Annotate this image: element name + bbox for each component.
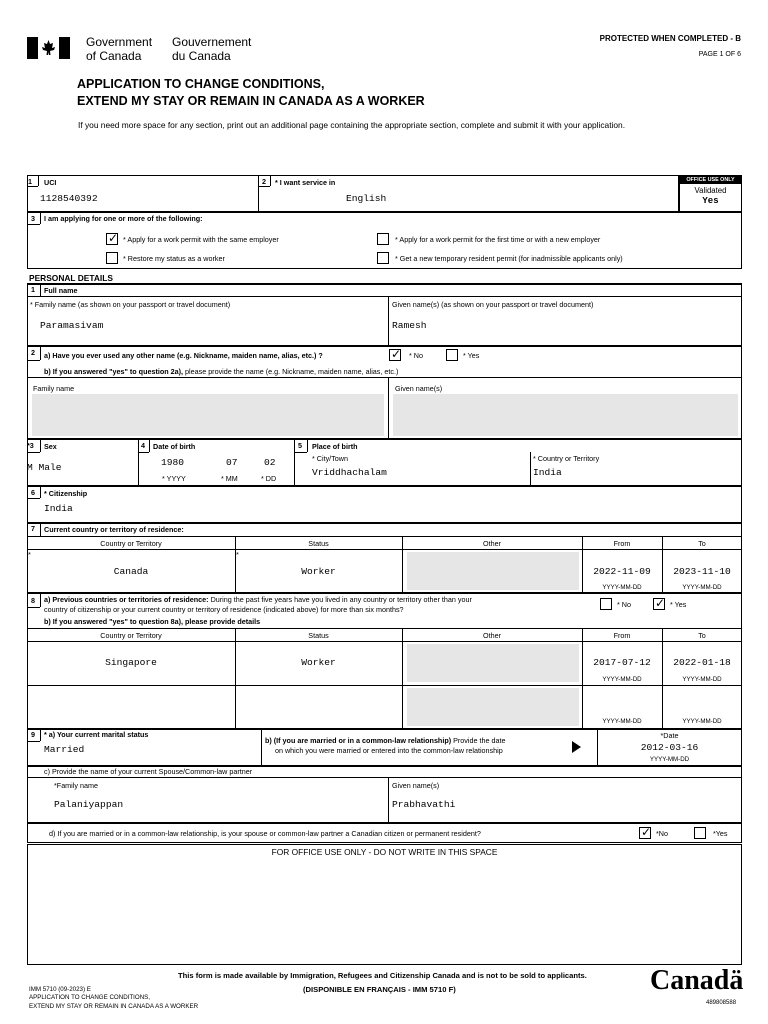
pd8-number: 8 xyxy=(31,596,35,605)
r8-col-from: From xyxy=(613,631,631,640)
marriage-date-label: *Date xyxy=(660,731,679,740)
citizenship-field[interactable]: India xyxy=(44,503,73,514)
pd5-number: 5 xyxy=(298,441,302,450)
dob-day-field[interactable]: 02 xyxy=(264,457,276,468)
other-family-name-field[interactable] xyxy=(32,394,384,436)
current-residence-label: Current country or territory of residence: xyxy=(44,525,184,534)
other-family-name-label: Family name xyxy=(33,384,75,393)
full-name-label: Full name xyxy=(44,286,78,295)
other-name-no-label: * No xyxy=(409,351,423,360)
pd6-number: 6 xyxy=(31,488,35,497)
r7-country-required: * xyxy=(28,550,31,559)
q1-number: 1 xyxy=(28,177,32,186)
r8b-from-format: YYYY-MM-DD xyxy=(602,718,642,725)
service-language-field[interactable]: English xyxy=(346,193,387,204)
restore-status-checkbox[interactable] xyxy=(106,252,118,264)
work-permit-same-employer-label: * Apply for a work permit with the same employer xyxy=(123,235,279,244)
canada-flag-icon xyxy=(27,37,70,59)
city-field[interactable]: Vriddhachalam xyxy=(312,467,387,478)
q2-number: 2 xyxy=(262,177,266,186)
dob-month-field[interactable]: 07 xyxy=(226,457,238,468)
pd2-number: 2 xyxy=(31,348,35,357)
dob-dd-hint: * DD xyxy=(261,474,277,483)
r7-from-field[interactable]: 2022-11-09 xyxy=(593,566,651,577)
r7-col-from: From xyxy=(613,539,631,548)
r7-to-format: YYYY-MM-DD xyxy=(682,584,722,591)
other-name-yes-checkbox[interactable] xyxy=(446,349,458,361)
r7-status-field[interactable]: Worker xyxy=(301,566,336,577)
dob-label: Date of birth xyxy=(153,442,196,451)
r8-from-format: YYYY-MM-DD xyxy=(602,676,642,683)
instructions: If you need more space for any section, print out an additional page containing the appropriate section, complete and submit it with your application. xyxy=(78,120,626,130)
country-of-birth-field[interactable]: India xyxy=(533,467,562,478)
pob-label: Place of birth xyxy=(312,442,358,451)
temporary-resident-permit-checkbox[interactable] xyxy=(377,252,389,264)
r7-col-other: Other xyxy=(483,539,501,548)
family-name-label: * Family name (as shown on your passport or travel document) xyxy=(30,300,231,309)
footer-form-code: IMM 5710 (09-2023) E APPLICATION TO CHANGE CONDITIONS, EXTEND MY STAY OR REMAIN IN CANADA AS A WORKER xyxy=(29,986,199,1010)
city-label: * City/Town xyxy=(312,454,348,463)
previous-residence-yes-checkbox[interactable] xyxy=(653,598,665,610)
q8b-instruction: b) If you answered "yes" to question 8a), please provide details xyxy=(44,617,261,626)
country-of-birth-label: * Country or Territory xyxy=(533,454,600,463)
office-use-title: OFFICE USE ONLY xyxy=(680,176,741,184)
given-name-label: Given name(s) (as shown on your passport or travel document) xyxy=(392,300,594,309)
q3-label: I am applying for one or more of the following: xyxy=(44,214,203,223)
other-given-name-label: Given name(s) xyxy=(395,384,443,393)
work-permit-new-employer-label: * Apply for a work permit for the first time or with a new employer xyxy=(395,235,601,244)
full-name-box xyxy=(27,284,742,346)
sex-label: Sex xyxy=(44,442,57,451)
r7-from-format: YYYY-MM-DD xyxy=(602,584,642,591)
q2-label: * I want service in xyxy=(275,178,336,187)
spouse-given-name-field[interactable]: Prabhavathi xyxy=(392,799,456,810)
other-name-b-instruction: b) If you answered "yes" to question 2a), please provide the name (e.g. Nickname, maiden name, alias, etc.) xyxy=(44,367,399,376)
canada-wordmark: Canadä xyxy=(650,965,744,996)
r8-to-field[interactable]: 2022-01-18 xyxy=(673,657,731,668)
family-name-field[interactable]: Paramasivam xyxy=(40,320,104,331)
pd1-number: 1 xyxy=(31,285,35,294)
pd9-number: 9 xyxy=(31,730,35,739)
r8-col-country: Country or Territory xyxy=(100,631,162,640)
marital-status-field[interactable]: Married xyxy=(44,744,85,755)
barcode-number: 489808588 xyxy=(706,1000,737,1006)
pd4-number: 4 xyxy=(141,441,145,450)
r7-col-status: Status xyxy=(308,539,329,548)
q8a-question: a) Previous countries or territories of residence: During the past five years have you lived in any country or territory other than your xyxy=(44,595,472,604)
spouse-given-name-label: Given name(s) xyxy=(392,781,440,790)
spouse-citizen-question: d) If you are married or in a common-law relationship, is your spouse or common-law partner a Canadian citizen or permanent resident? xyxy=(49,829,481,838)
form-title: APPLICATION TO CHANGE CONDITIONS, EXTEND MY STAY OR REMAIN IN CANADA AS A WORKER xyxy=(77,77,425,108)
q8a-question-line2: country of citizenship or your current country or territory of residence (indicated above) for more than six months? xyxy=(44,605,404,614)
r7-col-country: Country or Territory xyxy=(100,539,162,548)
r7-country-field[interactable]: Canada xyxy=(113,566,149,577)
page-number: PAGE 1 OF 6 xyxy=(698,51,741,58)
previous-residence-no-checkbox[interactable] xyxy=(600,598,612,610)
footer-french: (DISPONIBLE EN FRANÇAIS - IMM 5710 F) xyxy=(303,985,456,994)
marital-status-label: * a) Your current marital status xyxy=(44,730,149,739)
government-of-canada-fr: Gouvernement du Canada xyxy=(172,35,252,63)
given-name-field[interactable]: Ramesh xyxy=(392,320,427,331)
r8-country-field[interactable]: Singapore xyxy=(105,657,157,668)
q3-number: 3 xyxy=(31,214,35,223)
r8-from-field[interactable]: 2017-07-12 xyxy=(593,657,651,668)
marriage-date-format: YYYY-MM-DD xyxy=(649,756,690,763)
marriage-date-question: b) (If you are married or in a common-law relationship) Provide the date xyxy=(265,736,506,745)
office-use-area-title: FOR OFFICE USE ONLY - DO NOT WRITE IN THIS SPACE xyxy=(271,847,498,857)
government-of-canada-en: Government of Canada xyxy=(86,35,153,63)
r7-status-required: * xyxy=(236,550,239,559)
work-permit-new-employer-checkbox[interactable] xyxy=(377,233,389,245)
marriage-date-question-line2: on which you were married or entered into the common-law relationship xyxy=(275,746,503,755)
spouse-name-instruction: c) Provide the name of your current Spouse/Common-law partner xyxy=(44,767,253,776)
sex-field[interactable]: M Male xyxy=(27,462,62,473)
citizenship-label: * Citizenship xyxy=(44,489,88,498)
footer-notice: This form is made available by Immigration, Refugees and Citizenship Canada and is not to be sold to applicants. xyxy=(178,971,587,980)
r8-other-field[interactable] xyxy=(407,644,579,682)
dob-mm-hint: * MM xyxy=(221,474,238,483)
r8b-other-field[interactable] xyxy=(407,688,579,726)
sex-dob-pob-box xyxy=(27,439,742,486)
other-name-question: a) Have you ever used any other name (e.g. Nickname, maiden name, alias, etc.) ? xyxy=(44,351,323,360)
spouse-family-name-label: *Family name xyxy=(54,781,98,790)
pd3-number: *3 xyxy=(27,441,34,450)
r7-to-field[interactable]: 2023-11-10 xyxy=(673,566,731,577)
uci-field[interactable]: 1128540392 xyxy=(40,193,98,204)
personal-details-heading: PERSONAL DETAILS xyxy=(29,273,113,283)
r8-status-field[interactable]: Worker xyxy=(301,657,336,668)
marriage-date-field[interactable]: 2012-03-16 xyxy=(640,742,699,753)
r8-col-to: To xyxy=(698,631,706,640)
previous-residence-no-label: * No xyxy=(617,600,631,609)
validated-label: Validated xyxy=(694,186,727,195)
previous-residence-yes-label: * Yes xyxy=(670,600,687,609)
r8-col-other: Other xyxy=(483,631,501,640)
dob-yyyy-hint: * YYYY xyxy=(162,474,186,483)
protected-label: PROTECTED WHEN COMPLETED - B xyxy=(599,34,741,43)
spouse-citizen-yes-label: *Yes xyxy=(713,829,728,838)
office-use-area xyxy=(27,844,742,965)
r8-col-status: Status xyxy=(308,631,329,640)
spouse-citizen-no-checkbox[interactable] xyxy=(639,827,651,839)
other-name-yes-label: * Yes xyxy=(463,351,480,360)
validated-value: Yes xyxy=(702,196,719,206)
spouse-citizen-no-label: *No xyxy=(656,829,668,838)
pd7-number: 7 xyxy=(31,524,35,533)
arrow-right-icon xyxy=(572,741,581,753)
other-name-no-checkbox[interactable] xyxy=(389,349,401,361)
dob-year-field[interactable]: 1980 xyxy=(161,457,185,468)
spouse-family-name-field[interactable]: Palaniyappan xyxy=(54,799,124,810)
r8b-to-format: YYYY-MM-DD xyxy=(682,718,722,725)
r8-to-format: YYYY-MM-DD xyxy=(682,676,722,683)
citizenship-box xyxy=(27,486,742,523)
work-permit-same-employer-checkbox[interactable] xyxy=(106,233,118,245)
restore-status-label: * Restore my status as a worker xyxy=(123,254,225,263)
other-given-name-field[interactable] xyxy=(393,394,738,436)
r7-other-field[interactable] xyxy=(407,552,579,590)
temporary-resident-permit-label: * Get a new temporary resident permit (for inadmissible applicants only) xyxy=(395,254,623,263)
r7-col-to: To xyxy=(698,539,706,548)
q1-label: UCI xyxy=(44,178,57,187)
spouse-citizen-yes-checkbox[interactable] xyxy=(694,827,706,839)
